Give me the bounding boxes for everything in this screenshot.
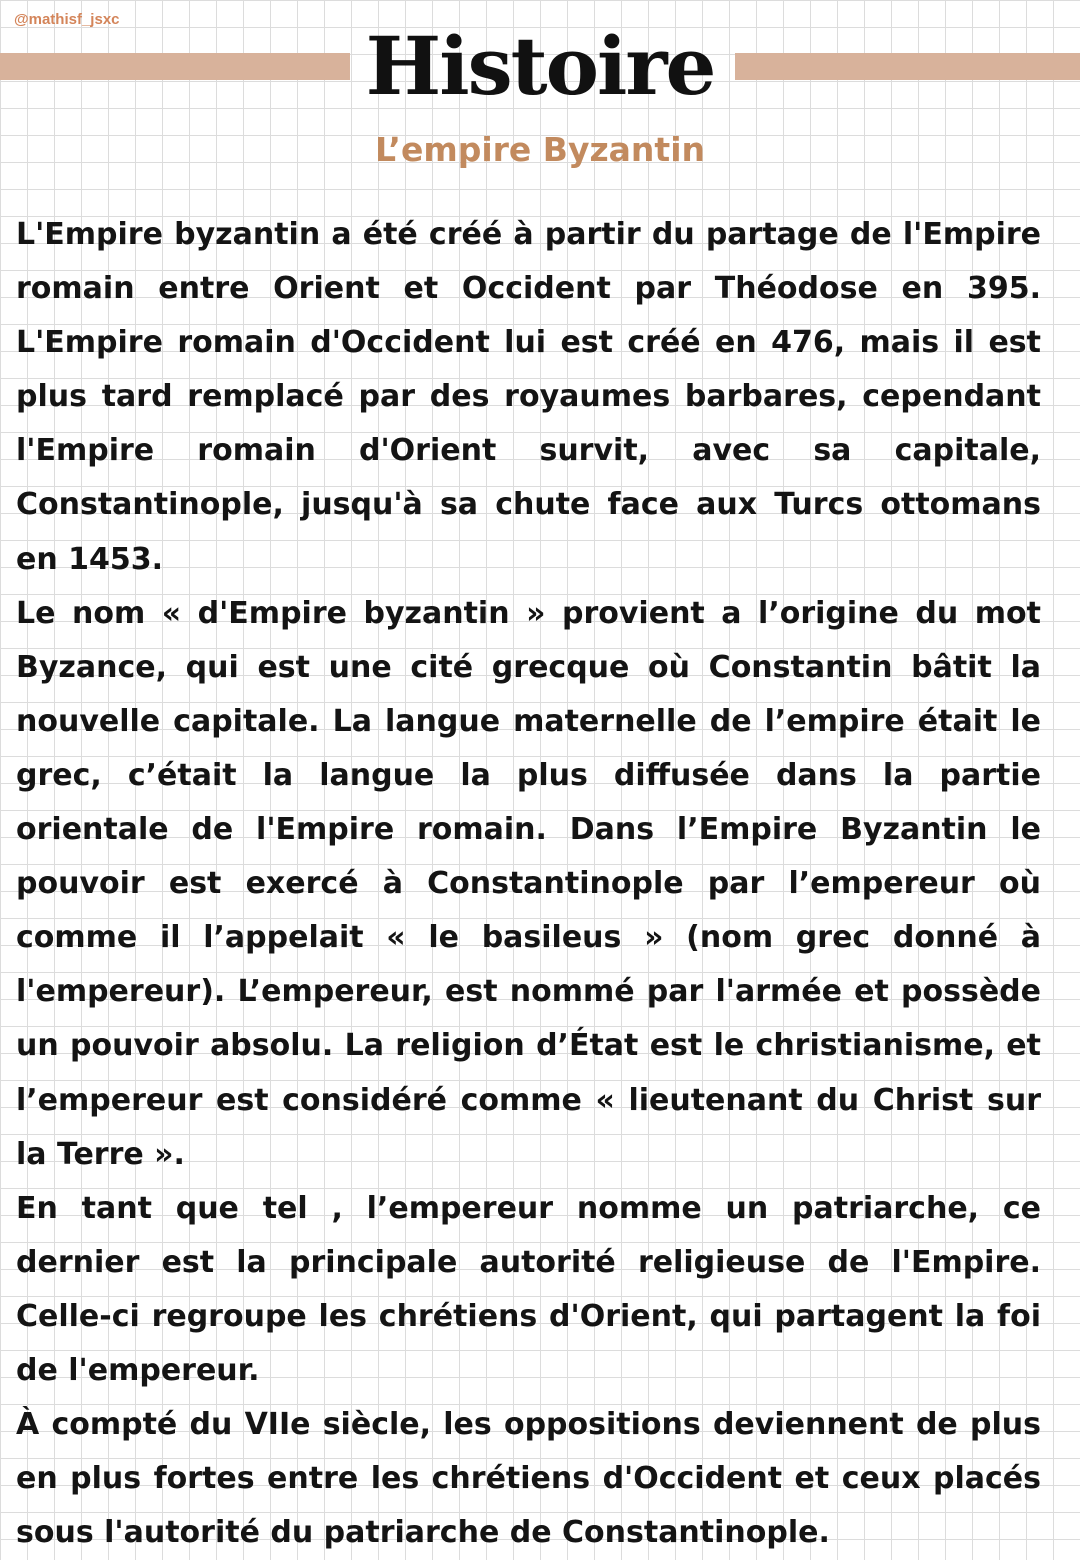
paragraph-origins: L'Empire byzantin a été créé à partir du partage de l'Empire romain entre Orient et Occident par Théodose en 395. L'Empire romain d'Occident lui est créé en 476, mais il est plus tard remplacé par des royaumes barbares, cependant l'Empire romain d'Orient survit, avec sa capitale, Constantinople, jusqu'à sa chute face aux Turcs ottomans en 1453. (16, 217, 1041, 577)
paragraph-name-and-power: Le nom « d'Empire byzantin » provient a l’origine du mot Byzance, qui est une cité grecque où Constantin bâtit la nouvelle capitale. La langue maternelle de l’empire était le grec, c’était la langue la plus diffusée dans la partie orientale de l'Empire romain. Dans l’Empire Byzantin le pouvoir est exercé à Constantinople par l’empereur où comme il l’appelait « le basileus » (nom grec donné à l'empereur). L’empereur, est nommé par l'armée et possède un pouvoir absolu. La religion d’État est le christianisme, et l’empereur est considéré comme « lieutenant du Christ sur la Terre ». (16, 595, 1041, 1172)
page-title: Histoire (365, 19, 715, 113)
paragraph-oppositions: À compté du VIIe siècle, les oppositions deviennent de plus en plus fortes entre les chrétiens d'Occident et ceux placés sous l'autorité du patriarche de Constantinople. (16, 1407, 1041, 1551)
page-subtitle: L’empire Byzantin (374, 130, 706, 169)
article-body (16, 208, 1041, 1560)
paragraph-patriarch: En tant que tel , l’empereur nomme un patriarche, ce dernier est la principale autorité religieuse de l'Empire. Celle-ci regroupe les chrétiens d'Orient, qui partagent la foi de l'empereur. (16, 1190, 1041, 1388)
watermark-handle: @mathisf_jsxc (14, 11, 120, 28)
